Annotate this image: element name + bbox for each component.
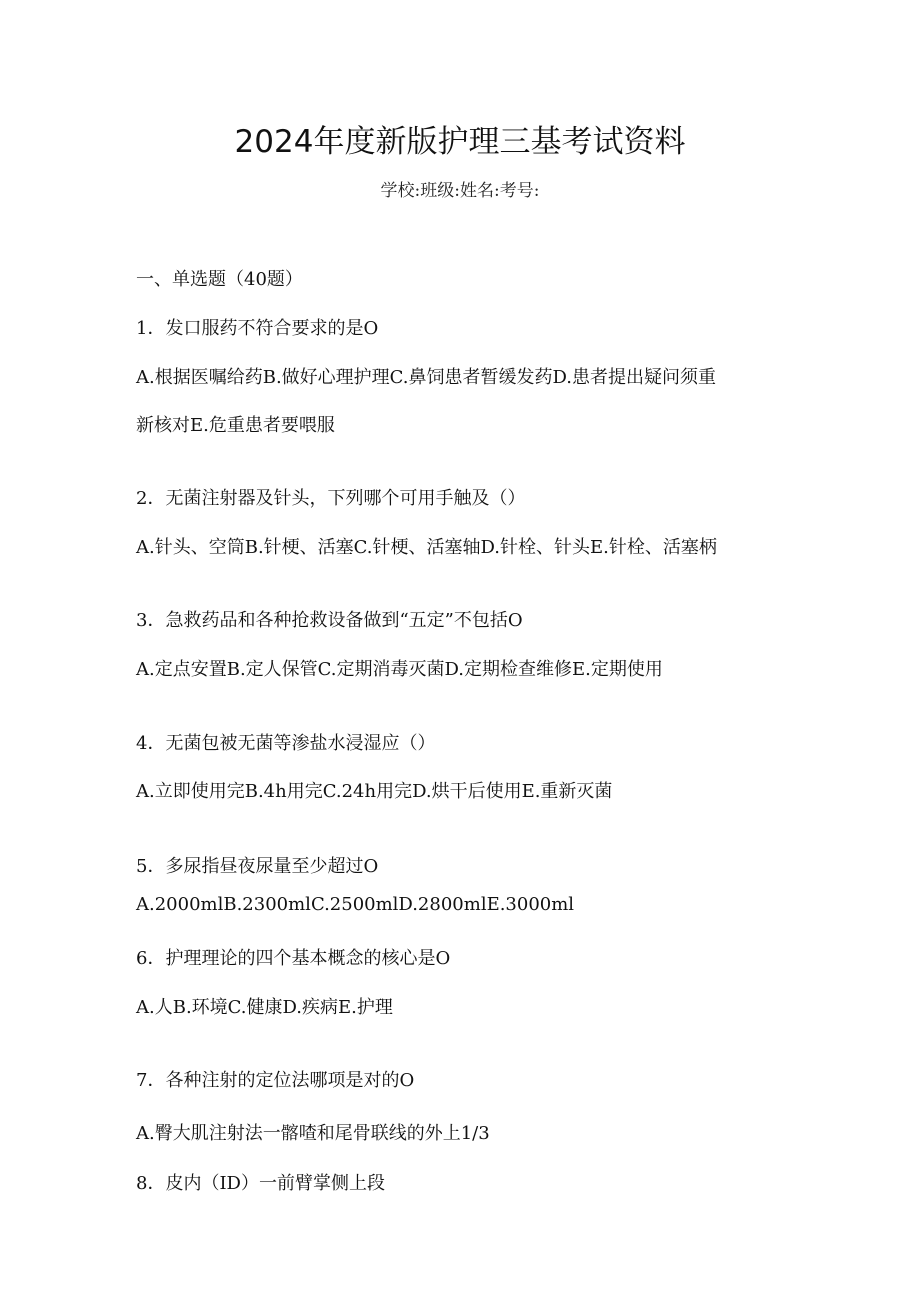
question-stem: 3．急救药品和各种抢救设备做到“五定”不包括O bbox=[136, 610, 523, 631]
question-options: A.根据医嘱给药B.做好心理护理C.鼻饲患者暂缓发药D.患者提出疑问须重 bbox=[136, 367, 717, 388]
question-options: A.人B.环境C.健康D.疾病E.护理 bbox=[136, 997, 393, 1018]
question-options: A.立即使用完B.4h用完C.24h用完D.烘干后使用E.重新灭菌 bbox=[136, 781, 613, 802]
question-options: A.2000mlB.2300mlC.2500mlD.2800mlE.3000ml bbox=[136, 894, 575, 915]
question-options: A.定点安置B.定人保管C.定期消毒灭菌D.定期检查维修E.定期使用 bbox=[136, 659, 663, 680]
document-subtitle: 学校:班级:姓名:考号: bbox=[380, 181, 540, 201]
question-options: 新核对E.危重患者要喂服 bbox=[136, 415, 335, 436]
question-stem: 6．护理理论的四个基本概念的核心是O bbox=[136, 948, 451, 969]
section-heading: 一、单选题（40题） bbox=[136, 269, 303, 290]
question-options: A.臀大肌注射法一髂喳和尾骨联线的外上1/3 bbox=[136, 1123, 490, 1144]
question-stem: 2．无菌注射器及针头，下列哪个可用手触及（） bbox=[136, 488, 526, 509]
question-stem: 5．多尿指昼夜尿量至少超过O bbox=[136, 856, 379, 877]
question-stem: 1．发口服药不符合要求的是O bbox=[136, 318, 379, 339]
question-stem: 8．皮内（ID）一前臂掌侧上段 bbox=[136, 1173, 385, 1194]
question-stem: 4．无菌包被无菌等渗盐水浸湿应（） bbox=[136, 733, 436, 754]
document-title: 2024年度新版护理三基考试资料 bbox=[234, 124, 686, 160]
question-stem: 7．各种注射的定位法哪项是对的O bbox=[136, 1070, 415, 1091]
question-options: A.针头、空筒B.针梗、活塞C.针梗、活塞轴D.针栓、针头E.针栓、活塞柄 bbox=[136, 537, 717, 558]
